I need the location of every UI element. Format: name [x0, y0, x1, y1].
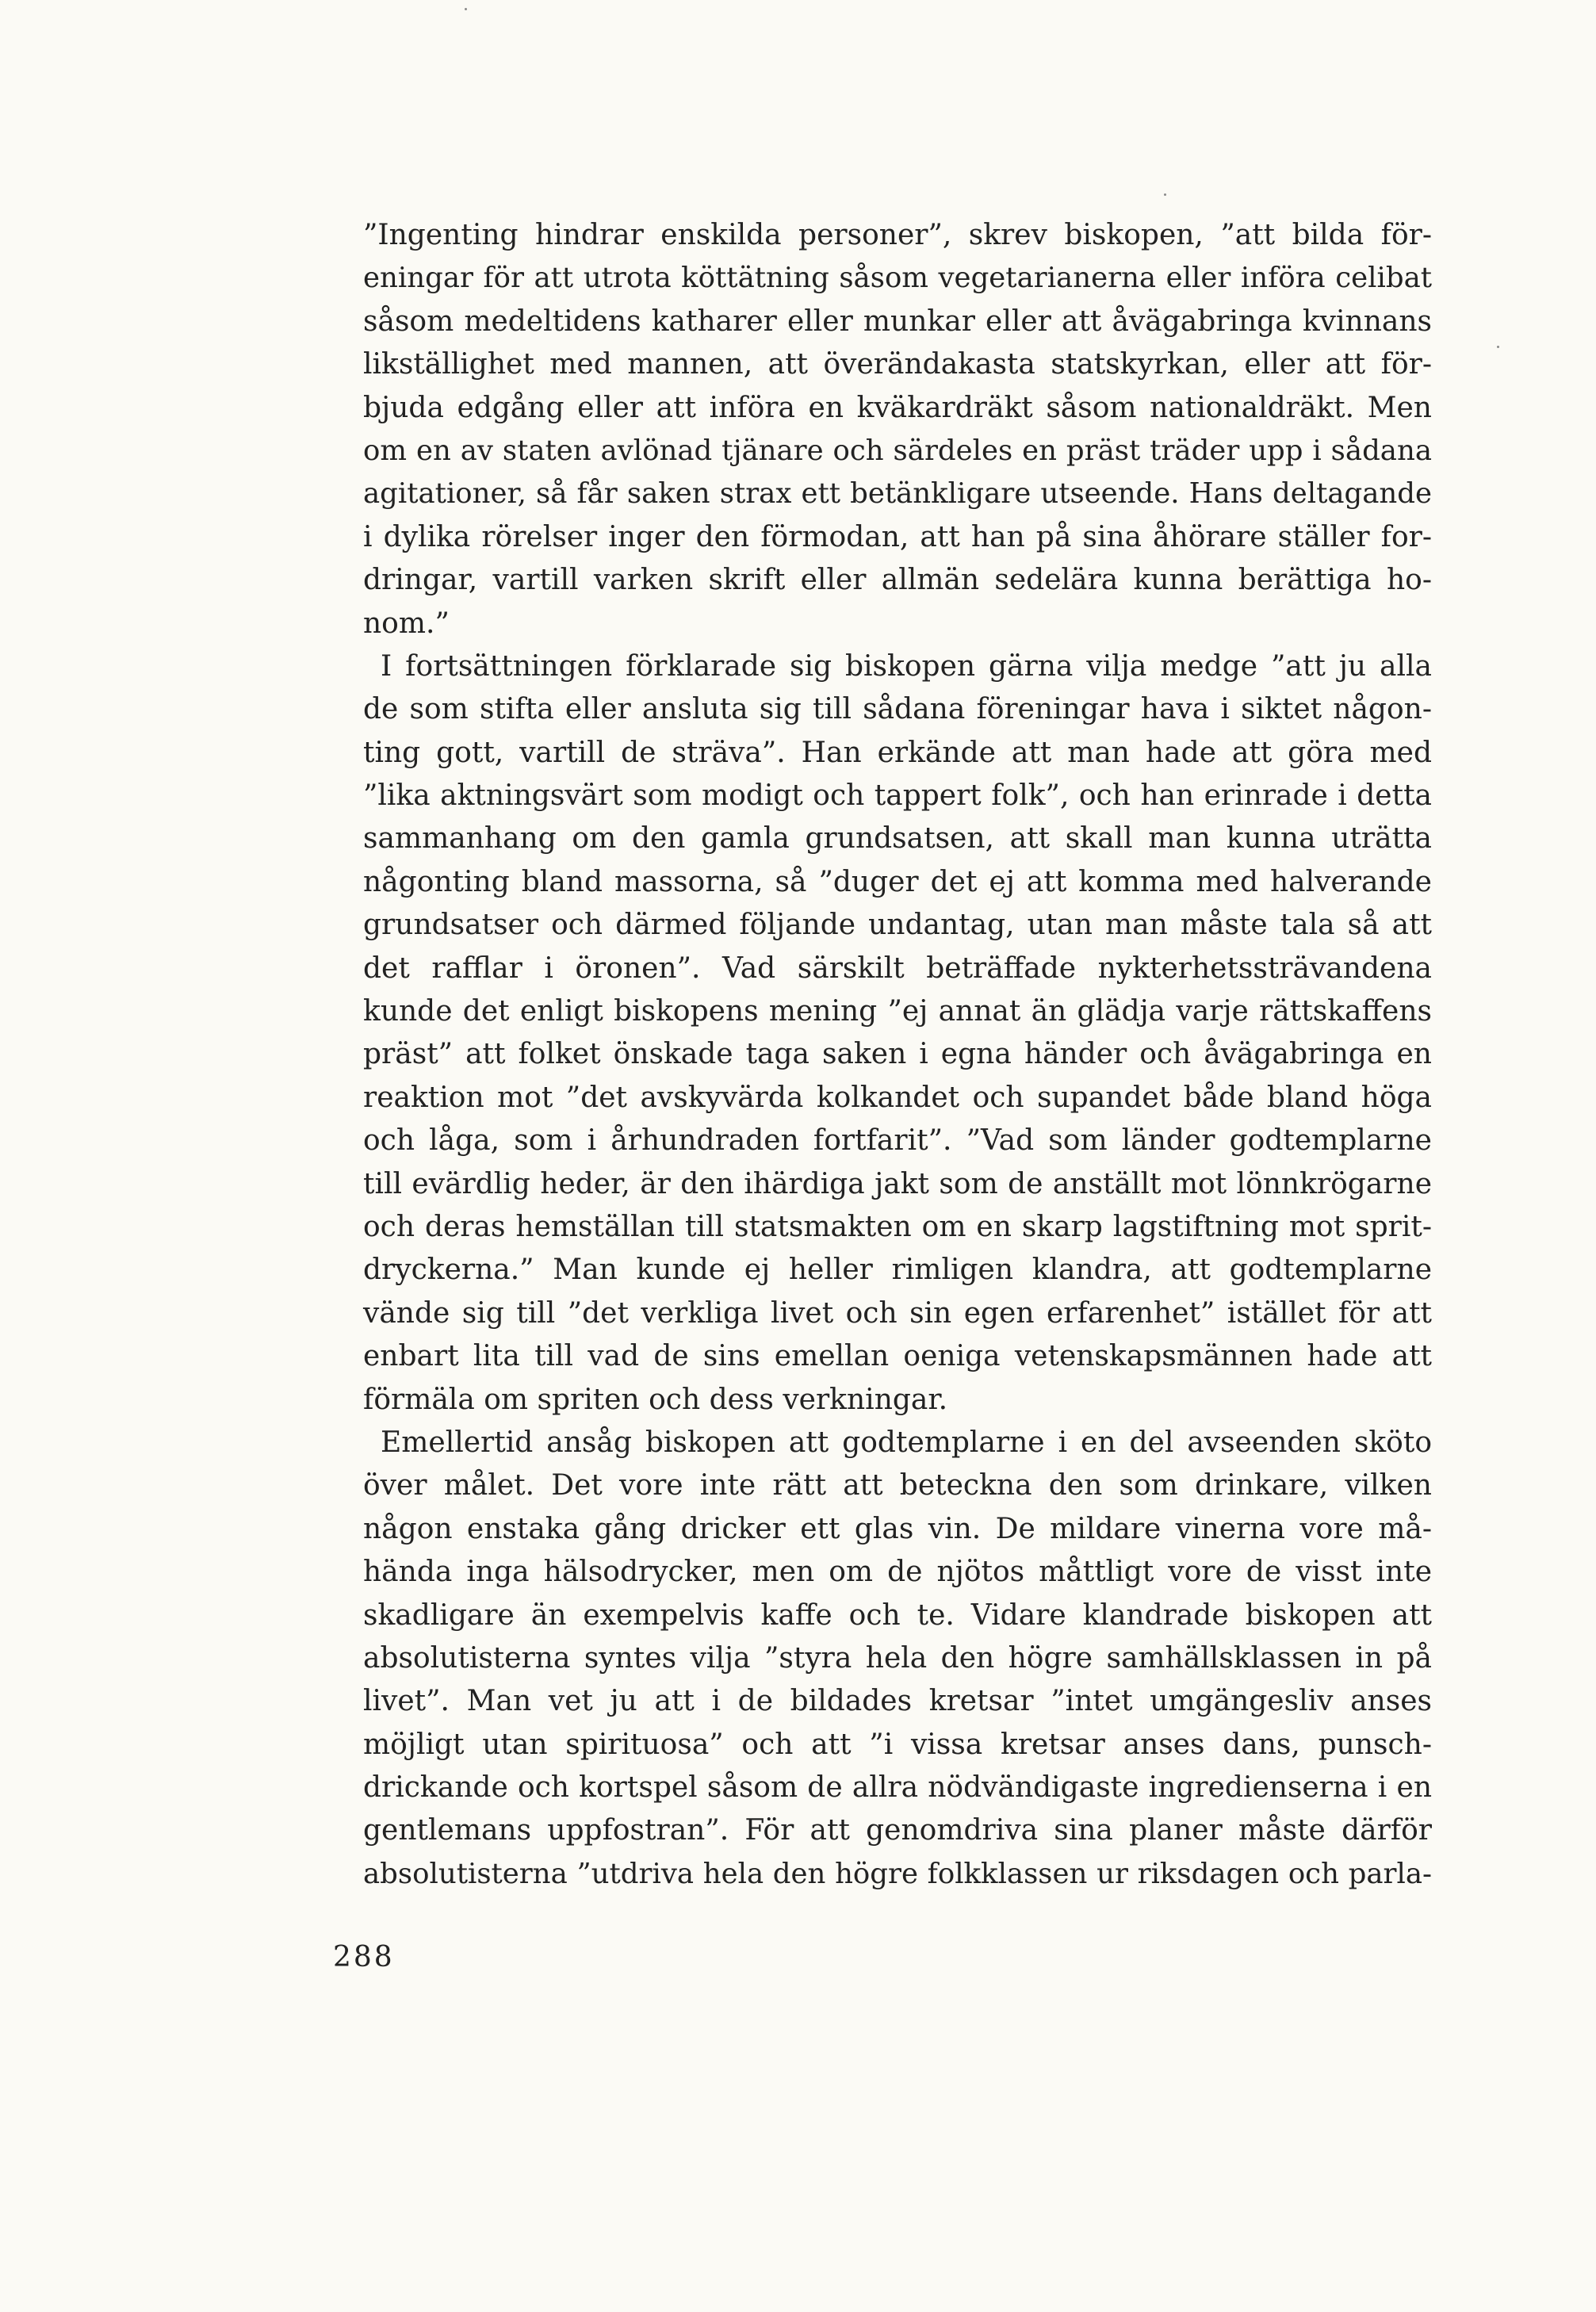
text-line: och låga, som i århundraden fortfarit”. ”Vad som länder godtemplarne [363, 1124, 1432, 1158]
text-line: de som stifta eller ansluta sig till sådana föreningar hava i siktet någon- [363, 693, 1432, 726]
text-line: nom.” [363, 607, 450, 640]
text-line: ting gott, vartill de sträva”. Han erkände att man hade att göra med [363, 736, 1432, 769]
text-line: till evärdlig heder, är den ihärdiga jakt som de anställt mot lönnkrögarne [363, 1167, 1432, 1200]
text-line: absolutisterna ”utdriva hela den högre folkklassen ur riksdagen och parla- [363, 1857, 1432, 1890]
paragraph [363, 1422, 1432, 1896]
text-line: ”Ingenting hindrar enskilda personer”, skrev biskopen, ”att bilda för- [363, 219, 1432, 251]
text-line: absolutisterna syntes vilja ”styra hela den högre samhällsklassen in på [363, 1641, 1432, 1675]
text-line: enbart lita till vad de sins emellan oeniga vetenskapsmännen hade att [363, 1340, 1432, 1373]
text-line: ”lika aktningsvärt som modigt och tappert folk”, och han erinrade i detta [363, 779, 1432, 813]
text-line: agitationer, så får saken strax ett betänkligare utseende. Hans deltagande [363, 477, 1432, 511]
text-line: i dylika rörelser inger den förmodan, att han på sina åhörare ställer for- [363, 520, 1432, 553]
text-line: eningar för att utrota köttätning såsom vegetarianerna eller införa celibat [363, 262, 1432, 295]
text-line: drickande och kortspel såsom de allra nödvändigaste ingredienserna i en [363, 1771, 1432, 1805]
text-line: livet”. Man vet ju att i de bildades kretsar ”intet umgängesliv anses [363, 1685, 1432, 1718]
text-line: någon enstaka gång dricker ett glas vin. De mildare vinerna vore må- [363, 1512, 1432, 1545]
text-line: likställighet med mannen, att överändakasta statskyrkan, eller att för- [363, 348, 1432, 381]
text-line: sammanhang om den gamla grundsatsen, att skall man kunna uträtta [363, 822, 1432, 856]
text-line: skadligare än exempelvis kaffe och te. Vidare klandrade biskopen att [363, 1598, 1432, 1632]
paragraph [363, 214, 1432, 645]
text-line: möjligt utan spirituosa” och att ”i vissa kretsar anses dans, punsch- [363, 1728, 1432, 1761]
text-line: det rafflar i öronen”. Vad särskilt beträffade nykterhetssträvandena [363, 951, 1432, 985]
paragraph [363, 645, 1432, 1422]
text-line: Emellertid ansåg biskopen att godtemplarne i en del avseenden sköto [381, 1426, 1432, 1459]
page-number: 288 [333, 1941, 395, 1973]
text-line: dringar, vartill varken skrift eller allmän sedelära kunna berättiga ho- [363, 564, 1432, 597]
text-line: dryckerna.” Man kunde ej heller rimligen klandra, att godtemplarne [363, 1254, 1432, 1287]
text-line: kunde det enligt biskopens mening ”ej annat än glädja varje rättskaffens [363, 995, 1432, 1028]
text-line: någonting bland massorna, så ”duger det ej att komma med halverande [363, 865, 1432, 898]
text-line: I fortsättningen förklarade sig biskopen gärna vilja medge ”att ju alla [381, 649, 1432, 683]
text-line: gentlemans uppfostran”. För att genomdriva sina planer måste därför [363, 1814, 1432, 1847]
body-text [363, 214, 1432, 1896]
text-line: förmäla om spriten och dess verkningar. [363, 1383, 948, 1416]
text-line: om en av staten avlönad tjänare och särdeles en präst träder upp i sådana [363, 434, 1432, 467]
paper-speck [1164, 193, 1166, 196]
text-line: hända inga hälsodrycker, men om de njötos måttligt vore de visst inte [363, 1556, 1432, 1589]
paper-speck [1497, 346, 1499, 348]
text-line: präst” att folket önskade taga saken i egna händer och åvägabringa en [363, 1038, 1432, 1071]
text-line: grundsatser och därmed följande undantag, utan man måste tala så att [363, 909, 1432, 942]
text-line: såsom medeltidens katharer eller munkar eller att åvägabringa kvinnans [363, 304, 1432, 338]
text-line: och deras hemställan till statsmakten om en skarp lagstiftning mot sprit- [363, 1210, 1432, 1243]
text-line: bjuda edgång eller att införa en kväkardräkt såsom nationaldräkt. Men [363, 391, 1432, 424]
paper-speck [465, 8, 467, 10]
text-line: vände sig till ”det verkliga livet och sin egen erfarenhet” istället för att [363, 1296, 1432, 1330]
text-line: över målet. Det vore inte rätt att beteckna den som drinkare, vilken [363, 1469, 1432, 1502]
text-line: reaktion mot ”det avskyvärda kolkandet och supandet både bland höga [363, 1081, 1432, 1114]
